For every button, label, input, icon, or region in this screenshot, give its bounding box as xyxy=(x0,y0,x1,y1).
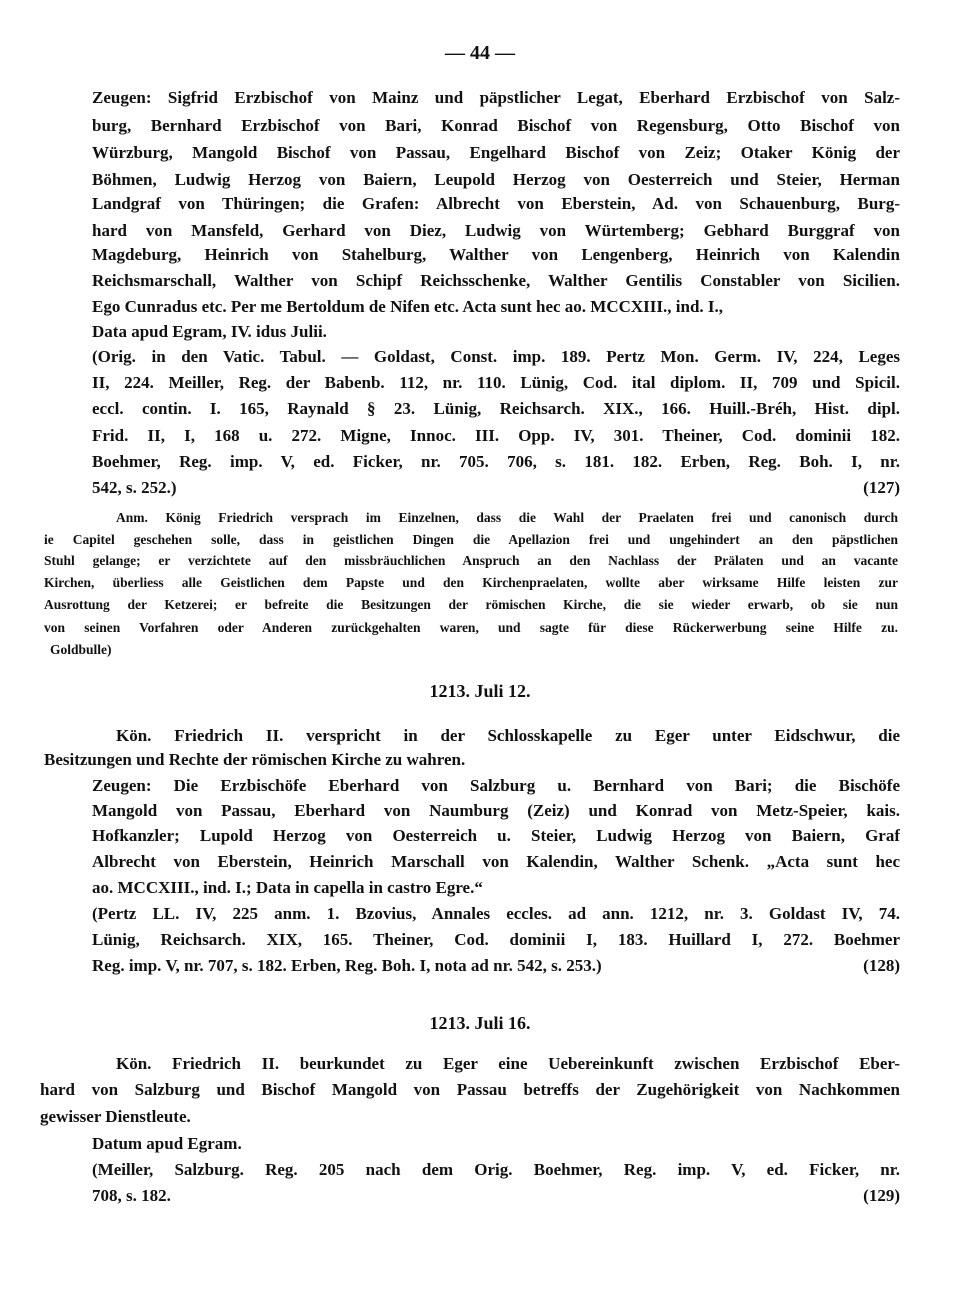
note-line: Goldbulle) xyxy=(50,642,112,657)
text-line: Ego Cunradus etc. Per me Bertoldum de Nifen etc. Acta sunt hec ao. MCCXIII., ind. I., xyxy=(92,297,724,316)
text-line: Magdeburg, Heinrich von Stahelburg, Walther von Lengenberg, Heinrich von Kalendin xyxy=(92,245,900,264)
note-line: Kirchen, überliess alle Geistlichen dem Papste und den Kirchenpraelaten, wollte aber wirksame Hilfe leisten zur xyxy=(44,575,898,590)
note-line: Anm. König Friedrich versprach im Einzelnen, dass die Wahl der Praelaten frei und canonisch durch xyxy=(116,510,898,525)
text-line: Böhmen, Ludwig Herzog von Baiern, Leupold Herzog von Oesterreich und Steier, Herman xyxy=(92,170,900,189)
text-line: Datum apud Egram. xyxy=(92,1134,242,1153)
text-line: Hofkanzler; Lupold Herzog von Oesterreich u. Steier, Ludwig Herzog von Baiern, Graf xyxy=(92,826,900,845)
text-line: Zeugen: Sigfrid Erzbischof von Mainz und päpstlicher Legat, Eberhard Erzbischof von Salz- xyxy=(92,88,900,107)
citation-line: Frid. II, I, 168 u. 272. Migne, Innoc. III. Opp. IV, 301. Theiner, Cod. dominii 182. xyxy=(92,426,900,445)
note-line: von seinen Vorfahren oder Anderen zurückgehalten waren, und sagte für diese Rückerwerbung seine Hilfe zu. xyxy=(44,620,898,635)
text-line: Besitzungen und Rechte der römischen Kirche zu wahren. xyxy=(44,750,466,769)
text-line: Mangold von Passau, Eberhard von Naumburg (Zeiz) und Konrad von Metz-Speier, kais. xyxy=(92,801,900,820)
text-line: hard von Mansfeld, Gerhard von Diez, Ludwig von Würtemberg; Gebhard Burggraf von xyxy=(92,221,900,240)
note-line: Ausrottung der Ketzerei; er befreite die Besitzungen der römischen Kirche, die sie wieder erwarb, ob sie nun xyxy=(44,597,898,612)
text-line: hard von Salzburg und Bischof Mangold von Passau betreffs der Zugehörigkeit von Nachkommen xyxy=(40,1080,900,1099)
citation-end: 708, s. 182. xyxy=(92,1186,171,1205)
citation-line: Boehmer, Reg. imp. V, ed. Ficker, nr. 705. 706, s. 181. 182. Erben, Reg. Boh. I, nr. xyxy=(92,452,900,471)
entry-heading-129: 1213. Juli 16. xyxy=(429,1013,531,1033)
citation-end: 542, s. 252.) xyxy=(92,478,177,497)
citation-end: Reg. imp. V, nr. 707, s. 182. Erben, Reg. Boh. I, nota ad nr. 542, s. 253.) xyxy=(92,956,602,975)
citation-line: eccl. contin. I. 165, Raynald § 23. Lünig, Reichsarch. XIX., 166. Huill.-Bréh, Hist. dipl. xyxy=(92,399,900,418)
text-line: Würzburg, Mangold Bischof von Passau, Engelhard Bischof von Zeiz; Otaker König der xyxy=(92,143,900,162)
text-line: burg, Bernhard Erzbischof von Bari, Konrad Bischof von Regensburg, Otto Bischof von xyxy=(92,116,900,135)
note-line: ie Capitel geschehen solle, dass in geistlichen Dingen die Apellazion frei und ungehindert an den päpstlichen xyxy=(44,532,898,547)
page-number: — 44 — xyxy=(445,42,515,64)
text-line: Zeugen: Die Erzbischöfe Eberhard von Salzburg u. Bernhard von Bari; die Bischöfe xyxy=(92,776,900,795)
text-line: ao. MCCXIII., ind. I.; Data in capella in castro Egre.“ xyxy=(92,878,483,897)
text-line: Kön. Friedrich II. beurkundet zu Eger eine Uebereinkunft zwischen Erzbischof Eber- xyxy=(116,1054,900,1073)
citation-line: (Pertz LL. IV, 225 anm. 1. Bzovius, Annales eccles. ad ann. 1212, nr. 3. Goldast IV, 74. xyxy=(92,904,900,923)
citation-line: II, 224. Meiller, Reg. der Babenb. 112, nr. 110. Lünig, Cod. ital diplom. II, 709 und Spicil. xyxy=(92,373,900,392)
entry-heading-128: 1213. Juli 12. xyxy=(429,681,531,701)
text-line: Data apud Egram, IV. idus Julii. xyxy=(92,322,327,341)
citation-line xyxy=(92,1185,900,1207)
text-line: gewisser Dienstleute. xyxy=(40,1107,191,1126)
text-line: Kön. Friedrich II. verspricht in der Schlosskapelle zu Eger unter Eidschwur, die xyxy=(116,726,900,745)
entry-number-127: (127) xyxy=(863,478,900,497)
text-line: Landgraf von Thüringen; die Grafen: Albrecht von Eberstein, Ad. von Schauenburg, Burg- xyxy=(92,194,900,213)
citation-line: Lünig, Reichsarch. XIX, 165. Theiner, Cod. dominii I, 183. Huillard I, 272. Boehmer xyxy=(92,930,900,949)
entry-number-128: (128) xyxy=(863,956,900,975)
citation-line xyxy=(92,477,900,499)
citation-line: (Orig. in den Vatic. Tabul. — Goldast, Const. imp. 189. Pertz Mon. Germ. IV, 224, Leges xyxy=(92,347,900,366)
entry-number-129: (129) xyxy=(863,1186,900,1205)
citation-line: (Meiller, Salzburg. Reg. 205 nach dem Orig. Boehmer, Reg. imp. V, ed. Ficker, nr. xyxy=(92,1160,900,1179)
note-line: Stuhl gelange; er verzichtete auf den missbräuchlichen Anspruch an den Nachlass der Prälaten und an vacante xyxy=(44,553,898,568)
citation-line xyxy=(92,955,900,977)
text-line: Albrecht von Eberstein, Heinrich Marschall von Kalendin, Walther Schenk. „Acta sunt hec xyxy=(92,852,900,871)
text-line: Reichsmarschall, Walther von Schipf Reichsschenke, Walther Gentilis Constabler von Sicilien. xyxy=(92,271,900,290)
